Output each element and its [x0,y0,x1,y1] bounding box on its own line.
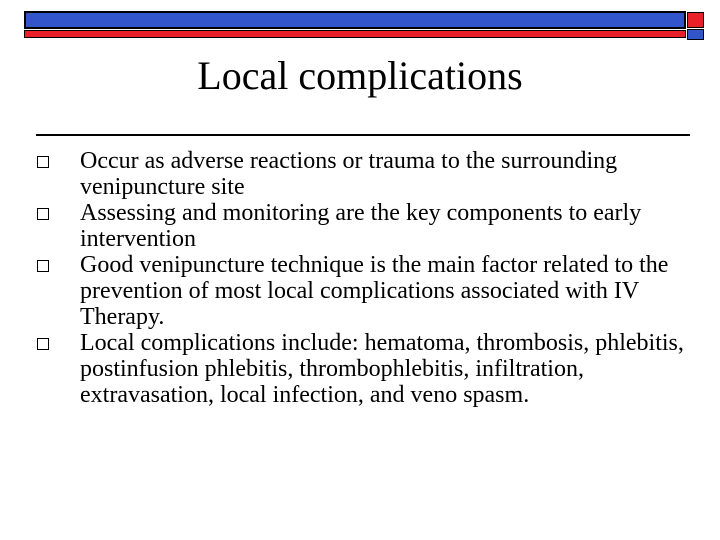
header-blue-bar [24,11,686,29]
hollow-square-bullet-icon [37,338,49,350]
header-corner-square-red [687,12,704,28]
bullet-item [32,200,692,252]
header-corner-square-blue [687,29,704,40]
title-divider [36,134,690,136]
bullet-item [32,252,692,330]
bullet-list [32,148,692,408]
hollow-square-bullet-icon [37,156,49,168]
bullet-text: Local complications include: hematoma, thrombosis, phlebitis, postinfusion phlebitis, thrombophlebitis, infiltration, extravasation, local infection, and veno spasm. [80,330,684,408]
bullet-item [32,148,692,200]
hollow-square-bullet-icon [37,260,49,272]
bullet-text: Occur as adverse reactions or trauma to the surrounding venipuncture site [80,148,618,200]
bullet-item [32,330,692,408]
hollow-square-bullet-icon [37,208,49,220]
bullet-text: Assessing and monitoring are the key components to early intervention [80,200,642,252]
bullet-text: Good venipuncture technique is the main factor related to the prevention of most local complications associated with IV Therapy. [80,252,669,330]
header-red-bar [24,30,686,38]
slide-title: Local complications [197,53,523,98]
